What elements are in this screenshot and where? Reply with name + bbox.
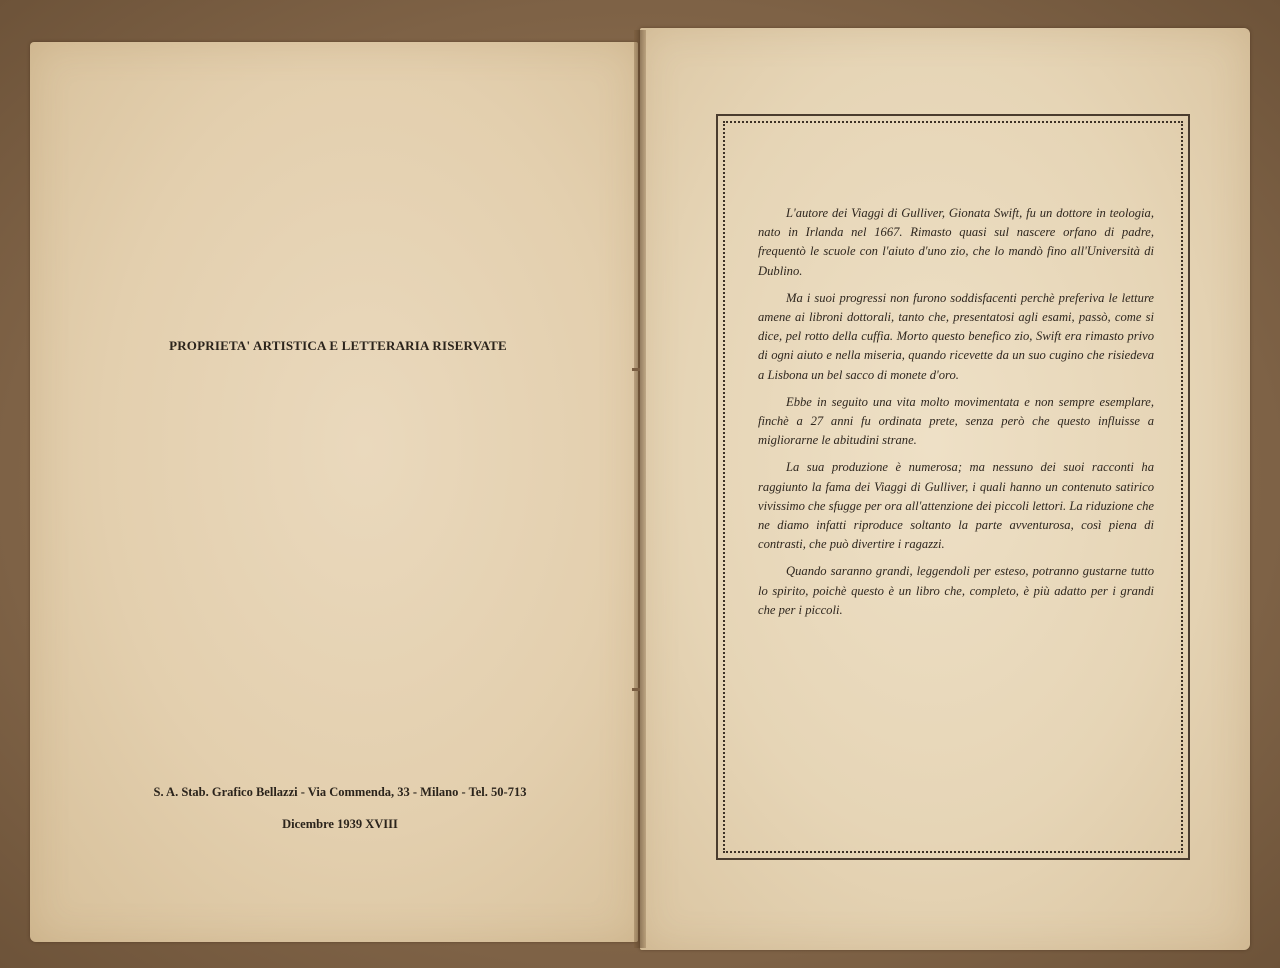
paragraph: L'autore dei Viaggi di Gulliver, Gionata Swift, fu un dottore in teologia, nato in Irlanda nel 1667. Rimasto quasi sul nascere orfano di padre, frequentò le scuole con l'aiuto d'uno zio, che lo mandò fino all'Università di Dublino.	[758, 206, 1154, 278]
left-page	[30, 42, 638, 942]
paragraph: Ma i suoi progressi non furono soddisfacenti perchè preferiva le letture amene ai libroni dottorali, tanto che, presentatosi agli esami, passò, come si dice, pel rotto della cuffia. Morto questo benefico zio, Swift era rimasto privo di ogni aiuto e nella miseria, quando ricevette da un suo cugino che risiedeva a Lisbona un bel sacco di monete d'oro.	[758, 290, 1154, 382]
paragraph: Ebbe in seguito una vita molto movimentata e non sempre esemplare, finchè a 27 anni fu ordinata prete, senza però che questo influisse a migliorarne le abitudini strane.	[758, 394, 1154, 448]
printer-imprint: S. A. Stab. Grafico Bellazzi - Via Commenda, 33 - Milano - Tel. 50-713	[153, 785, 527, 799]
staple-mark	[632, 368, 640, 371]
paragraph: La sua produzione è numerosa; ma nessuno dei suoi racconti ha raggiunto la fama dei Viaggi di Gulliver, i quali hanno un contenuto satirico vivissimo che sfugge per ora all'attenzione dei piccoli lettori. La riduzione che ne diamo infatti riproduce soltanto la parte avventurosa, così piena di contrasti, che può divertire i ragazzi.	[758, 460, 1154, 552]
print-date: Dicembre 1939 XVIII	[282, 817, 398, 831]
author-introduction	[758, 204, 1154, 628]
staple-mark	[632, 688, 640, 691]
book-gutter	[634, 30, 646, 948]
paragraph: Quando saranno grandi, leggendoli per esteso, potranno gustarne tutto lo spirito, poichè questo è un libro che, completo, è più adatto per i grandi che per i piccoli.	[758, 564, 1154, 617]
rights-notice: PROPRIETA' ARTISTICA E LETTERARIA RISERVATE	[169, 338, 507, 353]
